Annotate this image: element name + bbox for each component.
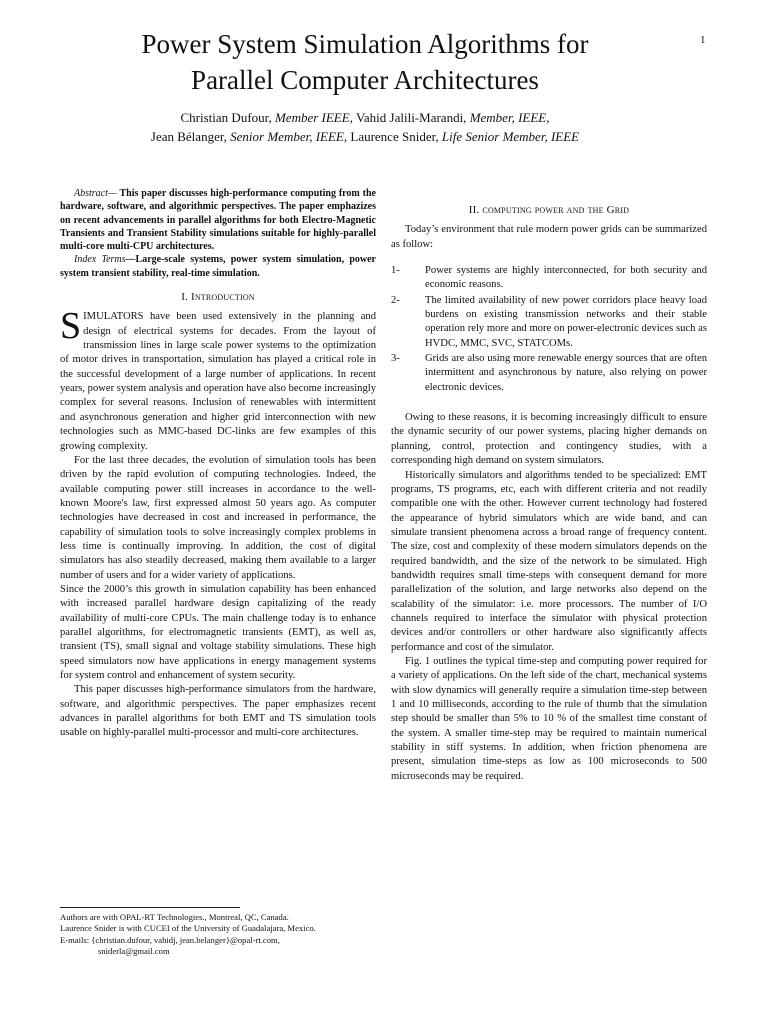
author-name: Jean Bélanger, <box>150 129 231 144</box>
index-terms-lead: Index Terms <box>74 254 126 266</box>
index-terms <box>60 253 376 280</box>
authors-line-2 <box>60 127 670 146</box>
section2-paragraph-3: Historically simulators and algorithms tended to be specialized: EMT programs, TS programs, etc, each with different criteria and not readily compatible one with the other. However current technology had fostered the appearance of hybrid simulators which are wide band, and can simulate transient phenomena across a broad range of frequency content. The size, cost and complexity of these modern simulators depends on the required bandwidth, and the size of the network to be simulated. High bandwidth requires small time-steps with consequent demand for more parallelization of the solution, and large networks also depend on the scalability of the simulator: i.e. more processors. The number of I/O channels required to interface the simulator with physical protection devices and/or controllers or other hardware also significantly affects performance and cost of the simulator. <box>391 469 707 653</box>
index-terms-text: —Large-scale systems, power system simulation, power system transient stability, real-time simulation. <box>60 254 376 279</box>
footnote-line-1: Authors are with OPAL-RT Technologies., Montreal, QC, Canada. <box>60 912 289 922</box>
list-item-number: 3- <box>391 353 400 365</box>
abstract <box>60 187 376 253</box>
right-column <box>391 203 707 784</box>
section-heading-introduction: I. Introduction <box>181 291 255 304</box>
footnote-line-3: E-mails: {christian.dufour, vahidj, jean.belanger}@opal-rt.com, <box>60 934 280 945</box>
author-list <box>60 108 670 146</box>
author-role: Life Senior Member, IEEE <box>441 129 580 144</box>
abstract-lead: Abstract— <box>74 188 117 199</box>
author-role: Senior Member, IEEE, <box>230 129 348 144</box>
environment-list <box>391 264 707 395</box>
abstract-text: This paper discusses high-performance computing from the hardware, software, and algorithmic perspectives. The paper emphazizes on recent advancements in parallel algorithms for both Electro-Magnetic Transients and Transient Stability simulations suitable for highly-parallel multi-core multi-CPU architectures. <box>60 188 376 253</box>
section2-paragraph-4: Fig. 1 outlines the typical time-step and computing power required for a variety of applications. On the left side of the chart, mechanical systems with slow dynamics will generally require a simulation time-step between 1 and 10 milliseconds, according to the rule of thumb that the simulation step should be smaller than 5% to 10 % of the smallest time constant of the system. A smaller time-step may be required to maintain numerical stability in stiff systems. In addition, when friction phenomena are present, simulation time-steps as low as 100 microseconds to 500 microseconds may be required. <box>391 655 707 782</box>
footnote-divider <box>60 907 240 908</box>
author-name: Laurence Snider, <box>347 129 442 144</box>
author-role: Member, IEEE, <box>469 110 550 125</box>
intro-paragraph-3: Since the 2000’s this growth in simulation capability has been enhanced with increased parallel hardware design capitalizing of the ready availability of multi-core CPUs. The main challenge today is to enhance parallel algorithms, for electromagnetic transients (EMT), as well as, transient (TS), small signal and voltage stability simulations. These high speed simulators now have applications in energy management systems for system control and enhancement of system security. <box>60 583 376 682</box>
authors-line-1 <box>60 108 670 127</box>
author-name: Christian Dufour, <box>180 110 275 125</box>
author-name: , Vahid Jalili-Marandi, <box>349 110 470 125</box>
list-item-number: 1- <box>391 265 400 277</box>
list-item <box>391 352 707 395</box>
footnote-line-4: sniderla@gmail.com <box>98 945 170 956</box>
intro-paragraph-1 <box>60 305 376 453</box>
list-item-text: Grids are also using more renewable energy sources that are often intermittent and asynchronous by nature, also relying on power electronic devices. <box>425 353 707 393</box>
section-heading-computing-power: II. computing power and the Grid <box>468 204 630 216</box>
author-role: Member IEEE <box>274 110 350 125</box>
left-column <box>60 187 376 741</box>
section2-paragraph-2: Owing to these reasons, it is becoming increasingly difficult to ensure the dynamic security of our power systems, placing higher demands on planning, control, protection and contingency studies, with a corresponding high demand on system simulators. <box>391 412 707 467</box>
list-item <box>391 294 707 351</box>
intro-paragraph-1-text: IMULATORS have been used extensively in the planning and design of electrical systems for decades. From the layout of transmission lines in large scale power systems to the optimization of motor drives in transportation, simulation has played a critical role in the successful development of a large number of applications. In recent years, power system analysis and operation have also become increasingly complex for several reasons. Inclusion of renewables with intermittent and asynchronous generation and higher grid interconnection with new technologies such as MMC-based DC-links are few examples of this growing complexity. <box>60 311 376 452</box>
list-item <box>391 264 707 293</box>
drop-cap: S <box>60 305 82 348</box>
section2-paragraph-1: Today’s environment that rule modern power grids can be summarized as follow: <box>391 224 707 250</box>
page-number: 1 <box>700 34 706 46</box>
list-item-number: 2- <box>391 294 400 306</box>
paper-title <box>60 26 670 98</box>
title-line-2: Parallel Computer Architectures <box>191 65 539 95</box>
list-item-text: Power systems are highly interconnected, for both security and economic reasons. <box>425 265 707 291</box>
title-line-1: Power System Simulation Algorithms for <box>141 29 589 59</box>
intro-paragraph-4: This paper discusses high-performance simulators from the hardware, software, and algorithmic perspectives. The paper emphasizes recent advances in parallel algorithms for both EMT and TS simulation tools usable on highly-parallel multi-processor and multi-core architectures. <box>60 684 376 739</box>
intro-paragraph-2: For the last three decades, the evolution of simulation tools has been driven by the rapid evolution of computing technologies. Indeed, the available computing power still increases in accordance to the well-known Moore's law, first expressed almost 50 years ago. As computer technologies have decreased in cost and increased in performance, the capability of simulation tools to solve increasingly complex problems in less time is continually improving. In addition, the cost of digital simulators has also steadily decreased, making them available to a larger number of users and for a wider variety of applications. <box>60 454 376 581</box>
footnote-line-2: Laurence Snider is with CUCEI of the University of Guadalajara, Mexico. <box>60 923 316 934</box>
list-item-text: The limited availability of new power corridors place heavy load burdens on existing transmission networks and their stable operation rely more and more on power-electronic devices such as HVDC, MMC, SVC, STATCOMs. <box>425 294 707 349</box>
footnote <box>60 907 380 957</box>
